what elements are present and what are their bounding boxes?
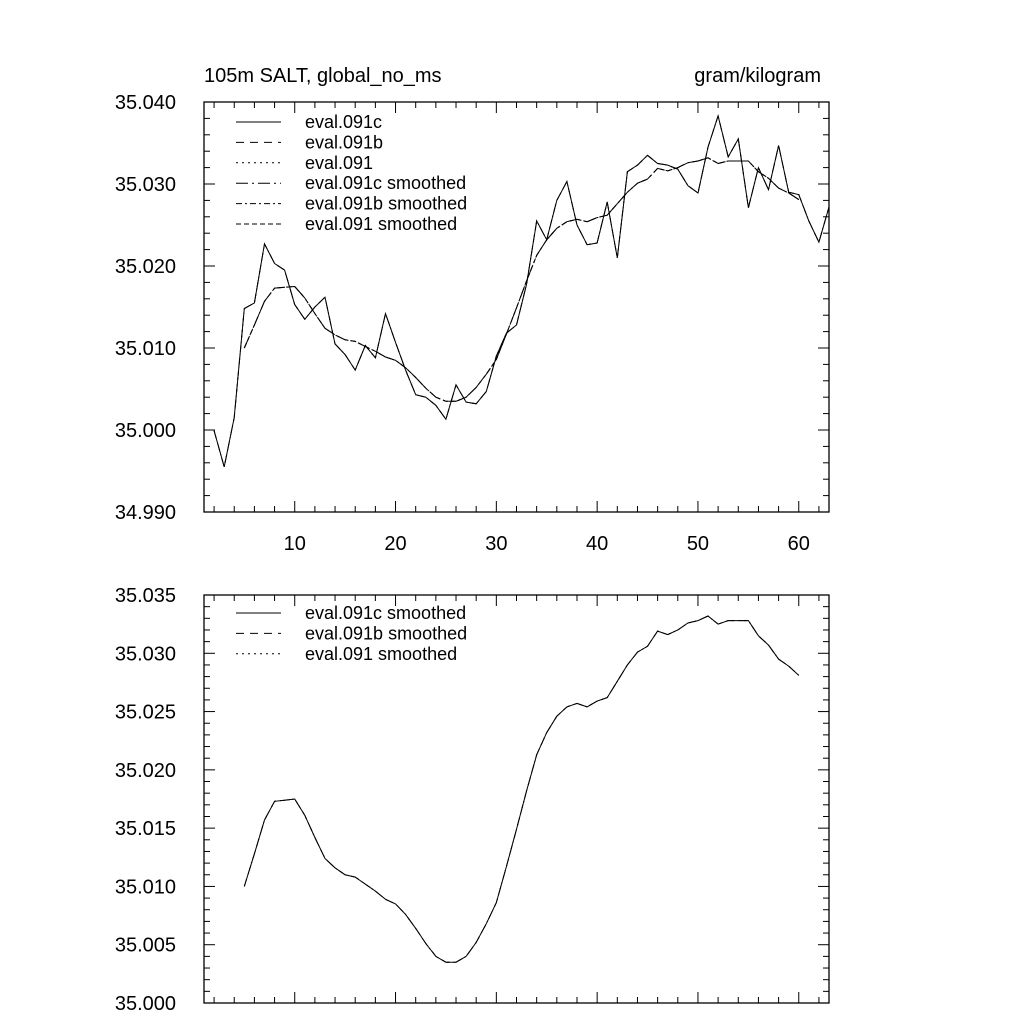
legend-label: eval.091 [305,152,374,173]
series-line-2 [244,616,799,962]
units-label: gram/kilogram [694,65,821,87]
y-tick-label: 35.005 [114,934,176,957]
legend-label: eval.091b smoothed [305,623,468,644]
series-line-1 [244,616,799,962]
plot-frame [204,595,829,1003]
y-tick-label: 35.035 [114,585,176,607]
y-tick-label: 35.020 [114,256,176,278]
y-tick-label: 34.990 [114,502,176,524]
x-tick-label: 10 [283,533,306,555]
y-tick-label: 35.025 [114,701,176,724]
x-tick-label: 50 [686,533,710,555]
legend-label: eval.091b smoothed [305,193,468,214]
y-tick-label: 35.020 [114,759,176,782]
legend-label: eval.091b [305,132,384,153]
legend-label: eval.091 smoothed [305,214,458,234]
x-tick-label: 30 [485,533,508,555]
legend-label: eval.091c [305,112,383,132]
legend-label: eval.091 smoothed [305,643,458,664]
y-tick-label: 35.010 [114,876,176,899]
top-panel [115,65,829,555]
y-tick-label: 35.000 [114,420,176,442]
bottom-panel [115,585,829,1015]
y-tick-label: 35.040 [114,92,176,114]
y-tick-label: 35.030 [114,643,176,666]
y-tick-label: 35.000 [114,993,176,1015]
y-tick-label: 35.010 [114,338,176,360]
y-tick-label: 35.015 [114,818,176,841]
legend-label: eval.091c smoothed [305,603,467,623]
series-line-0 [244,616,799,962]
x-tick-label: 20 [384,533,407,555]
chart-title: 105m SALT, global_no_ms [204,65,442,87]
y-tick-label: 35.030 [114,174,176,196]
x-tick-label: 60 [787,533,810,555]
x-tick-label: 40 [586,533,609,555]
legend-label: eval.091c smoothed [305,173,467,194]
